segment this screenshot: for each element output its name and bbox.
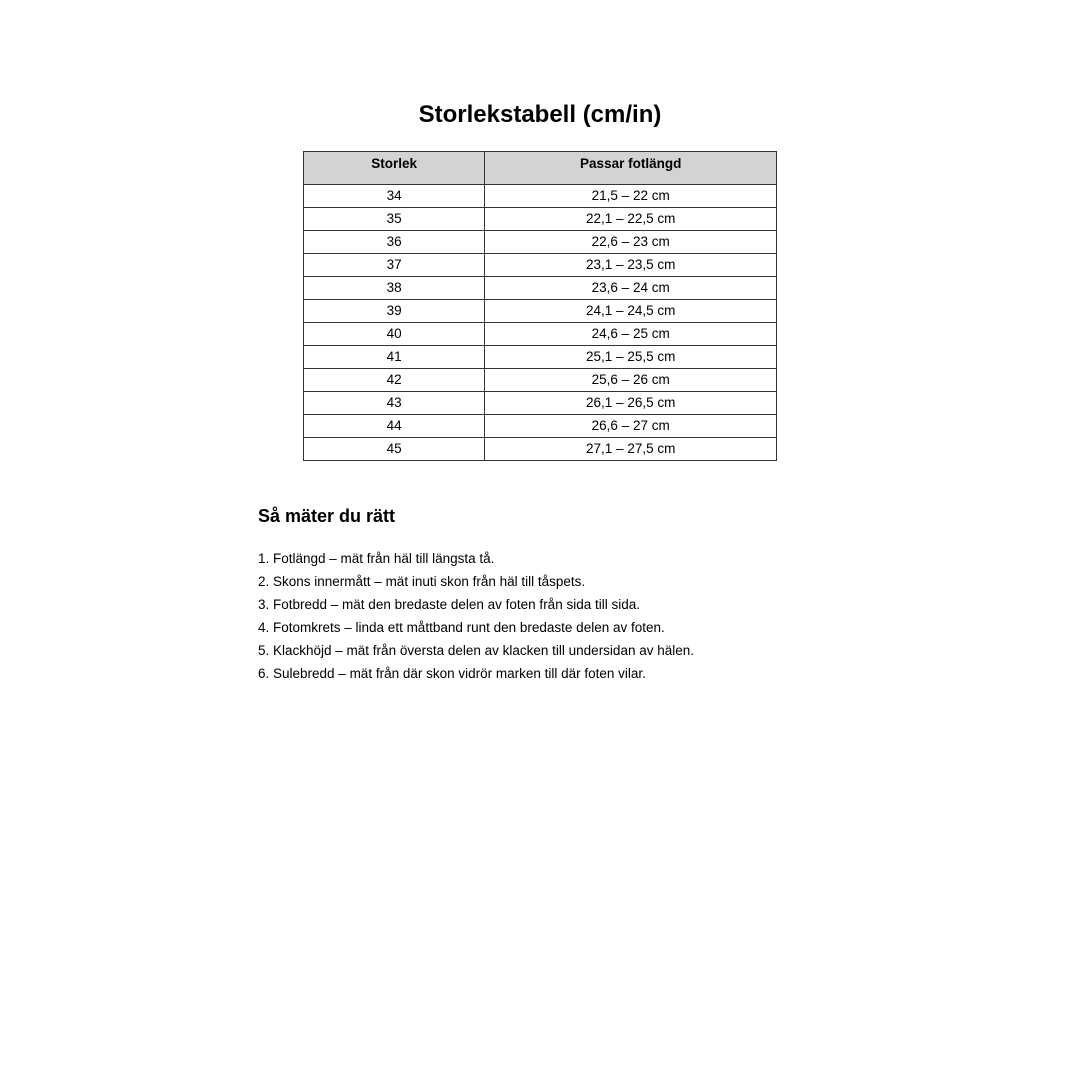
size-cell: 36 (304, 231, 485, 254)
size-cell: 43 (304, 392, 485, 415)
list-item: 5. Klackhöjd – mät från översta delen av klacken till undersidan av hälen. (258, 643, 695, 658)
list-item: 2. Skons innermått – mät inuti skon från häl till tåspets. (258, 574, 586, 589)
table-row (304, 208, 777, 231)
table-row (304, 323, 777, 346)
list-item: 4. Fotomkrets – linda ett måttband runt den bredaste delen av foten. (258, 620, 665, 635)
foot-length-cell: 25,1 – 25,5 cm (485, 346, 777, 369)
size-cell: 35 (304, 208, 485, 231)
table-row (304, 231, 777, 254)
foot-length-cell: 22,1 – 22,5 cm (485, 208, 777, 231)
list-item: 1. Fotlängd – mät från häl till längsta tå. (258, 551, 495, 566)
table-row (304, 415, 777, 438)
page-title: Storlekstabell (cm/in) (418, 101, 662, 128)
size-cell: 44 (304, 415, 485, 438)
column-header-size: Storlek (304, 152, 485, 185)
table-row (304, 300, 777, 323)
table-row (304, 392, 777, 415)
table-row (304, 254, 777, 277)
size-cell: 39 (304, 300, 485, 323)
table-row (304, 369, 777, 392)
column-header-foot-length: Passar fotlängd (485, 152, 777, 185)
foot-length-cell: 25,6 – 26 cm (485, 369, 777, 392)
size-cell: 38 (304, 277, 485, 300)
list-item: 3. Fotbredd – mät den bredaste delen av foten från sida till sida. (258, 597, 640, 612)
header-row (304, 152, 777, 185)
measure-heading: Så mäter du rätt (258, 506, 396, 526)
size-cell: 40 (304, 323, 485, 346)
list-item: 6. Sulebredd – mät från där skon vidrör marken till där foten vilar. (258, 666, 646, 681)
size-cell: 37 (304, 254, 485, 277)
foot-length-cell: 24,1 – 24,5 cm (485, 300, 777, 323)
foot-length-cell: 21,5 – 22 cm (485, 185, 777, 208)
size-cell: 41 (304, 346, 485, 369)
table-row (304, 438, 777, 461)
size-table (303, 151, 777, 461)
table-row (304, 185, 777, 208)
foot-length-cell: 26,1 – 26,5 cm (485, 392, 777, 415)
foot-length-cell: 24,6 – 25 cm (485, 323, 777, 346)
size-table-header (304, 152, 777, 185)
size-table-body (304, 185, 777, 461)
foot-length-cell: 23,1 – 23,5 cm (485, 254, 777, 277)
size-cell: 34 (304, 185, 485, 208)
foot-length-cell: 22,6 – 23 cm (485, 231, 777, 254)
size-cell: 42 (304, 369, 485, 392)
foot-length-cell: 26,6 – 27 cm (485, 415, 777, 438)
size-cell: 45 (304, 438, 485, 461)
table-row (304, 277, 777, 300)
foot-length-cell: 23,6 – 24 cm (485, 277, 777, 300)
foot-length-cell: 27,1 – 27,5 cm (485, 438, 777, 461)
table-row (304, 346, 777, 369)
measure-steps-list (258, 547, 694, 685)
